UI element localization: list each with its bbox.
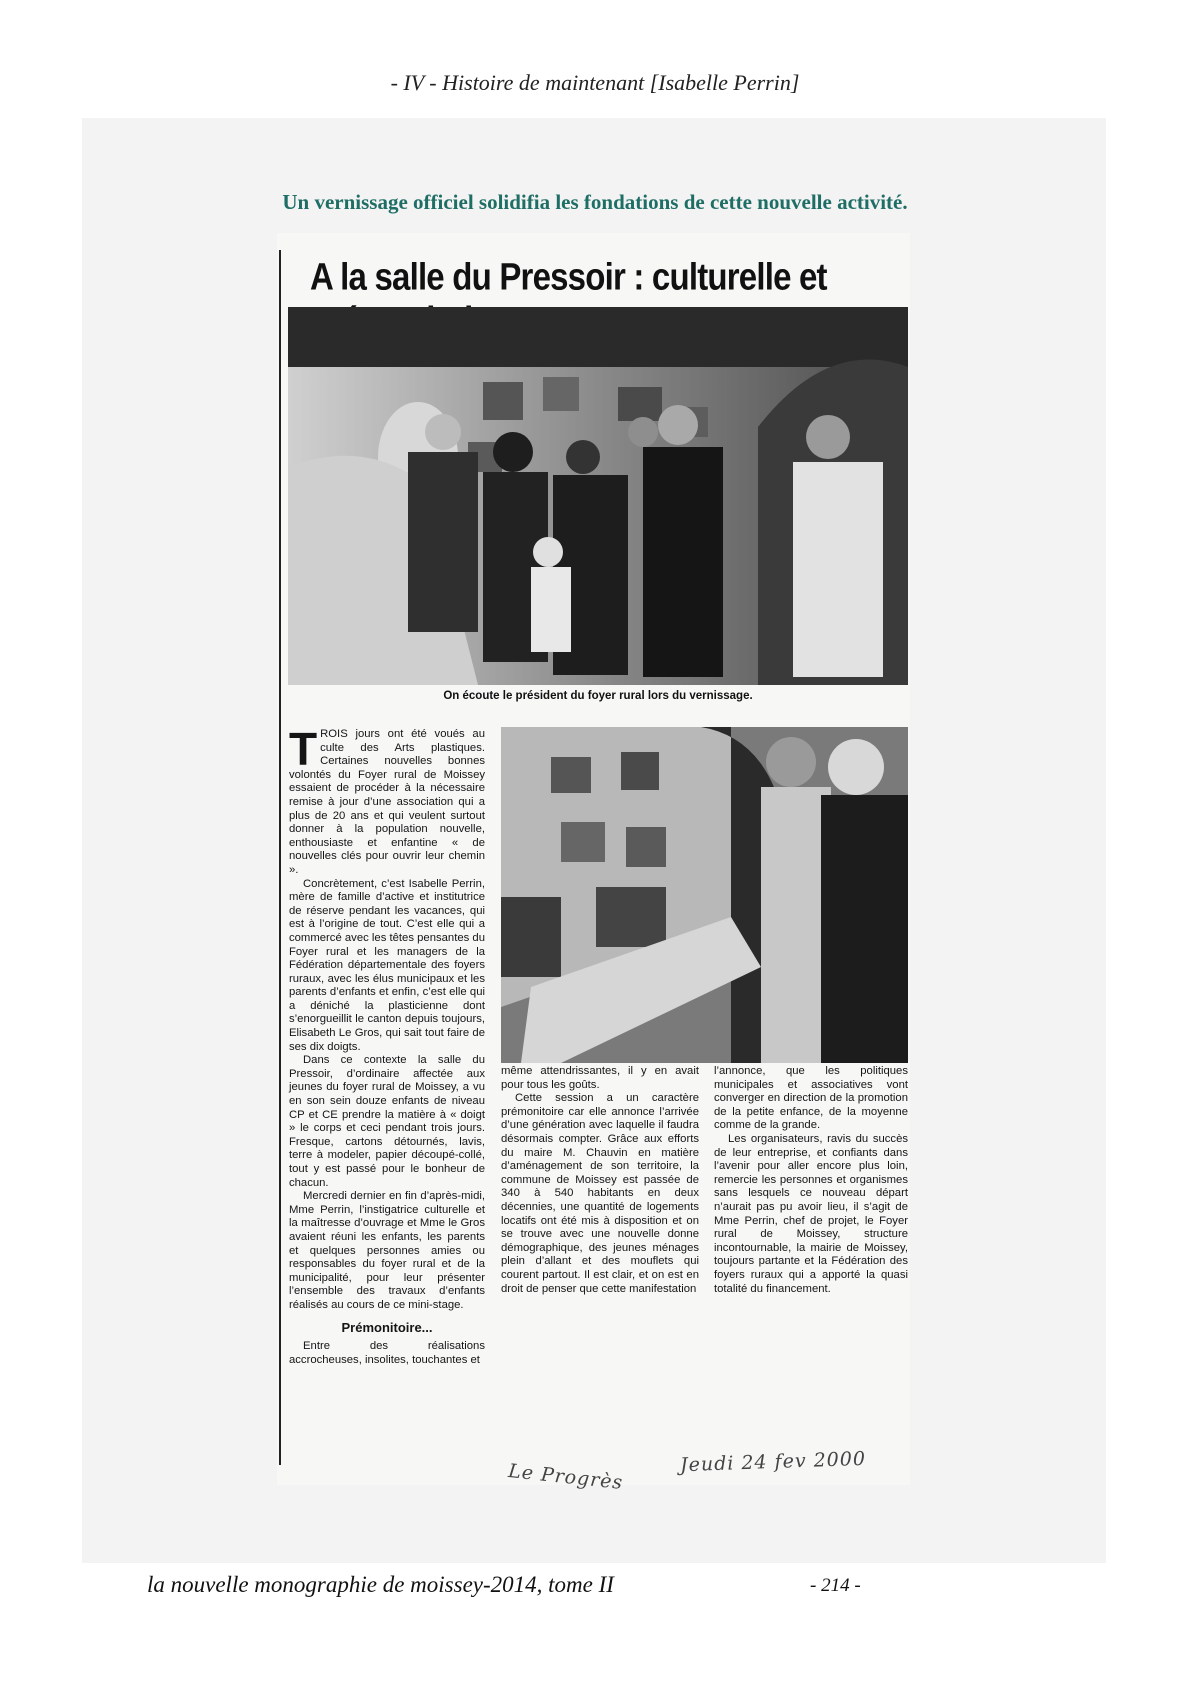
paragraph-3: Dans ce contexte la salle du Pressoir, d’ordinaire affectée aux jeunes du foyer rural de Moissey, a vu en son sein douze enfants de niveau CP et CE prendre la matière à « doigt » le corps et ceci pendant trois jours. Fresque, cartons détournés, lavis, terre à modeler, papier découpé-collé, tout y est passé pour le bonheur de chacun. bbox=[289, 1054, 485, 1189]
article-column-1 bbox=[289, 723, 485, 1367]
drop-cap: T bbox=[289, 723, 318, 775]
vernissage-photo bbox=[288, 307, 908, 685]
subheading: Prémonitoire... bbox=[341, 1319, 433, 1335]
paragraph-5: Entre des réalisations accrocheuses, insolites, touchantes et bbox=[289, 1340, 485, 1366]
article-column-3 bbox=[714, 1065, 908, 1296]
exhibition-photo bbox=[501, 727, 908, 1063]
paragraph-1-text: ROIS jours ont été voués au culte des Arts plastiques. Certaines nouvelles bonnes volontés du Foyer rural de Moissey essaient de procéder à la nécessaire remise à jour d’une association qui a plus de 20 ans et qui veulent surtout donner à la population nouvelle, enthousiaste et enfantine « de nouvelles clés pour ouvrir leur chemin ». bbox=[289, 728, 485, 876]
paragraph-2: Concrètement, c’est Isabelle Perrin, mère de famille d’active et institutrice de réserve pendant les vacances, qui est à l’origine de tout. C’est elle qui a commercé avec les têtes pensantes du Foyer rural et les managers de la Fédération départementale des foyers ruraux, avec les élus municipaux et les parents d’enfants et enfin, c’est elle qui a déniché la plasticienne dont s’enorgueillit le canton depuis toujours, Elisabeth Le Gros, qui sait tout faire de ses dix doigts. bbox=[289, 877, 485, 1053]
page-number: - 214 - bbox=[810, 1575, 861, 1596]
footer-title: la nouvelle monographie de moissey-2014, tome II bbox=[147, 1572, 614, 1597]
page-header: - IV - Histoire de maintenant [Isabelle Perrin] bbox=[390, 70, 800, 95]
article-headline: A la salle du Pressoir : culturelle et bbox=[310, 255, 827, 298]
paragraph-6: même attendrissantes, il y en avait pour tous les goûts. bbox=[501, 1065, 699, 1091]
figure-caption: Un vernissage officiel solidifia les fondations de cette nouvelle activité. bbox=[282, 190, 908, 214]
handwritten-source: Le Progrès bbox=[507, 1460, 625, 1494]
handwritten-date: Jeudi 24 fev 2000 bbox=[679, 1447, 867, 1477]
paragraph-1 bbox=[289, 723, 485, 878]
paragraph-4: Mercredi dernier en fin d’après-midi, Mme Perrin, l’instigatrice culturelle et la maîtresse d’ouvrage et Mme le Gros avaient réuni les enfants, les parents et quelques personnes amies ou responsables du foyer rural et de la municipalité, pour leur présenter l’ensemble des travaux d’enfants réalisés au cours de ce mini-stage. bbox=[289, 1190, 485, 1311]
article-column-2 bbox=[501, 1065, 699, 1296]
photo-caption: On écoute le président du foyer rural lors du vernissage. bbox=[443, 690, 753, 702]
column-rule bbox=[279, 250, 281, 1465]
paragraph-8: l’annonce, que les politiques municipales et associatives vont converger en direction de la promotion de la petite enfance, de la moyenne comme de la grande. bbox=[714, 1065, 908, 1132]
paragraph-9: Les organisateurs, ravis du succès de leur entreprise, et confiants dans l’avenir pour aller encore plus loin, remercie les personnes et organismes sans lesquels ce nouveau départ n’aurait pas pu avoir lieu, il s’agit de Mme Perrin, chef de projet, le Foyer rural de Moissey, structure incontournable, la mairie de Moissey, toujours partante et la Fédération des foyers ruraux qui a apporté la quasi totalité du financement. bbox=[714, 1132, 908, 1295]
paragraph-7: Cette session a un caractère prémonitoire car elle annonce l’arrivée d’une génération avec laquelle il faudra désormais compter. Grâce aux efforts du maire M. Chauvin en matière d’aménagement de son territoire, la commune de Moissey est passée de 340 à 540 habitants en deux décennies, une quantité de logements locatifs ont été mis à disposition et on se trouve avec une nouvelle donne démographique, des jeunes ménages plein d’allant et des mouflets qui courent partout. Il est clair, et on est en droit de penser que cette manifestation bbox=[501, 1092, 699, 1295]
